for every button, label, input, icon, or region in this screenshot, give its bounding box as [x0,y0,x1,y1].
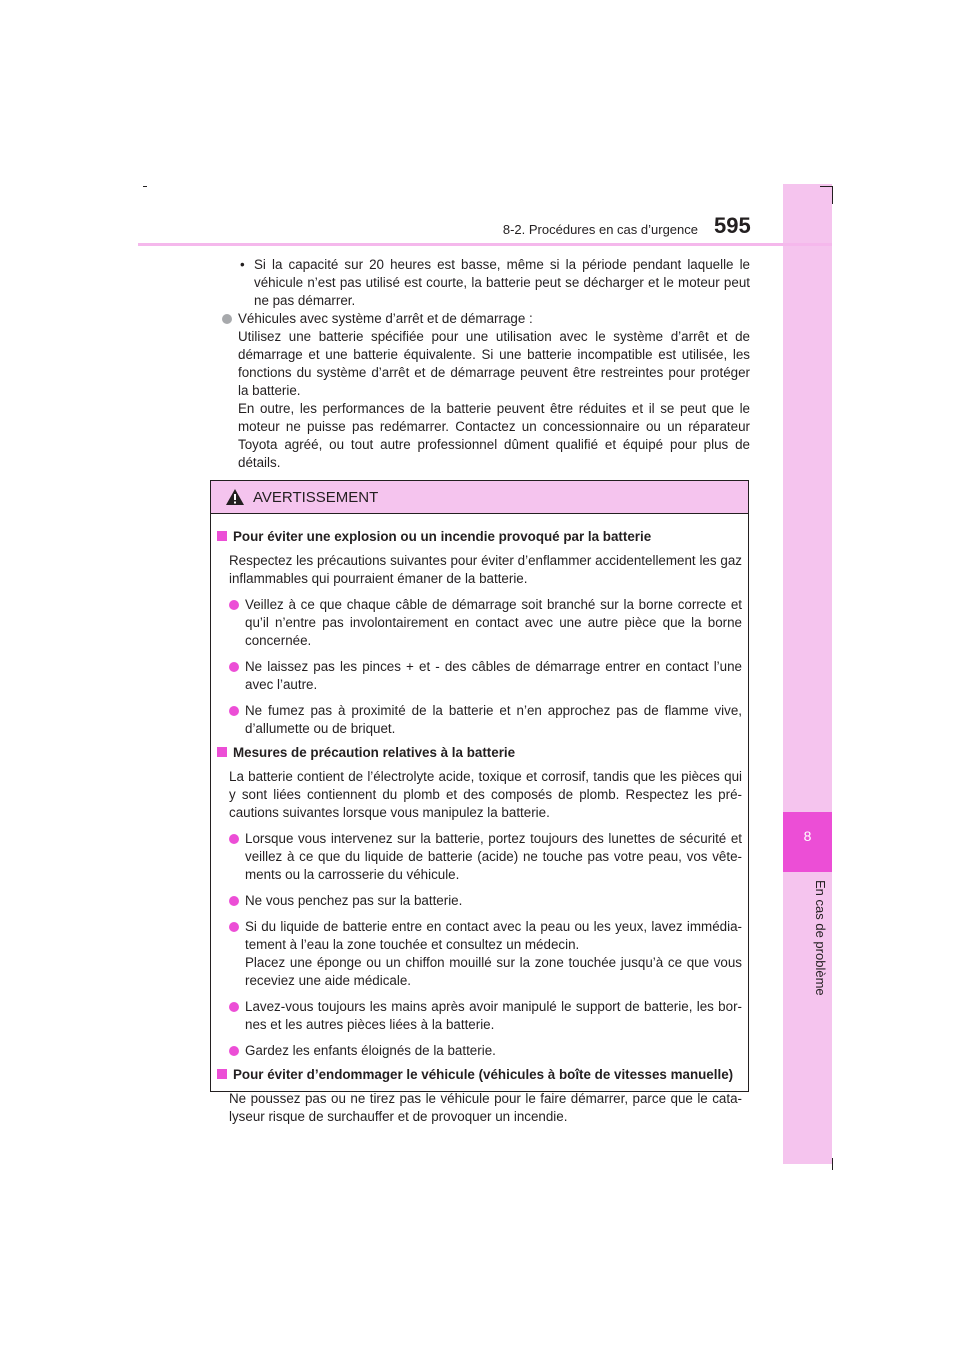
list-item-text: Veillez à ce que chaque câble de démarrage soit branché sur la borne correcte et qu’il n’entre pas involontairement en contact avec une autre pièce que la borne concernée. [245,597,742,648]
warning-body [211,514,748,1126]
bullet-circle-icon [229,662,239,672]
list-item-text: Ne vous penchez pas sur la batterie. [245,893,463,908]
section1-heading: Pour éviter une explosion ou un incendie provoqué par la batterie [233,529,652,544]
list-item [229,658,742,694]
list-item [229,892,742,910]
bullet-circle-icon [229,896,239,906]
bullet-dot: • [240,257,245,272]
intro-block [222,256,750,472]
warning-triangle-icon [225,488,245,506]
bullet-circle-icon [229,834,239,844]
section3-para: Ne poussez pas ou ne tirez pas le véhicule pour le faire démarrer, parce que le cata-lyseur risque de surchauffer et de provoquer un incendie. [229,1091,742,1124]
bullet-circle-icon [229,1046,239,1056]
bullet-circle-icon [229,600,239,610]
crop-mark [820,186,832,187]
page-number [714,213,751,239]
list-item-text: Ne fumez pas à proximité de la batterie et n’en approchez pas de flamme vive, d’allumette ou de briquet. [245,703,742,736]
list-item-extra: Placez une éponge ou un chiffon mouillé sur la zone touchée jusqu’à ce que vous receviez une aide médicale. [245,955,742,988]
bullet-circle-icon [222,314,232,324]
section2-heading: Mesures de précaution relatives à la batterie [233,745,516,760]
crop-mark [143,186,147,187]
section3-heading: Pour éviter d’endommager le véhicule (véhicules à boîte de vitesses manuelle) [233,1067,734,1082]
list-item-text: Si du liquide de batterie entre en contact avec la peau ou les yeux, lavez immédia-tement à l’eau la zone touchée et consultez un médecin. [245,919,742,952]
list-item [229,830,742,884]
list-item [229,596,742,650]
bullet-circle-icon [229,706,239,716]
square-bullet-icon [217,1069,227,1079]
square-bullet-icon [217,531,227,541]
bullet-circle-icon [229,1002,239,1012]
warning-section-heading [217,528,742,546]
header-rule [138,243,832,246]
section1-para: Respectez les précautions suivantes pour éviter d’enflammer accidentellement les gaz inflammables qui pourraient émaner de la batterie. [229,553,742,586]
section-header: 8-2. Procédures en cas d’urgence [502,222,698,237]
warning-box [210,480,749,1124]
list-item-text: Ne laissez pas les pinces + et - des câbles de démarrage entrer en contact l’une avec l’autre. [245,659,742,692]
warning-section-heading [217,1066,742,1084]
stop-start-item [222,310,750,472]
section2-para: La batterie contient de l’électrolyte acide, toxique et corrosif, tandis que les pièces qui y sont liées contiennent du plomb et des composés de plomb. Respectez les pré-cautions suivantes lorsque vous manipulez la batterie. [229,769,742,820]
chapter-title: En cas de problème [813,880,828,996]
bullet-wrap [222,310,238,472]
list-item [229,998,742,1034]
square-bullet-icon [217,747,227,757]
page-number-value: 595 [714,213,751,238]
crop-mark [832,1158,833,1170]
list-item [229,1042,742,1060]
chapter-number-box [783,812,832,872]
crop-mark [832,186,833,204]
warning-section-heading [217,744,742,762]
stop-start-para2: En outre, les performances de la batterie peuvent être réduites et il se peut que le moteur ne puisse pas redémarrer. Contactez un concessionnaire ou un réparateur Toyota agréé, ou tout autre professionnel dûment qualifié et équipé pour plus de détails. [238,401,750,470]
stop-start-heading: Véhicules avec système d’arrêt et de démarrage : [238,311,533,326]
list-item-content [245,918,742,990]
warning-header [211,481,748,514]
sub-bullet-item [240,256,750,310]
list-item-text: Lorsque vous intervenez sur la batterie, portez toujours des lunettes de sécurité et veillez à ce que du liquide de batterie (acide) ne touche pas votre peau, vos vête-ments ou la carrosserie du véhicule. [245,831,742,882]
chapter-number: 8 [803,828,812,844]
list-item [229,702,742,738]
list-item-text: Lavez-vous toujours les mains après avoir manipulé le support de batterie, les bor-nes et les autres pièces liées à la batterie. [245,999,742,1032]
list-item [229,918,742,990]
bullet-circle-icon [229,922,239,932]
stop-start-para1: Utilisez une batterie spécifiée pour une utilisation avec le système d’arrêt et de démarrage et une batterie équivalente. Si une batterie incompatible est utilisée, les fonctions du système d’arrêt et de démarrage peuvent être restreintes pour protéger la batterie. [238,329,750,398]
stop-start-content [238,310,750,472]
list-item-text: Gardez les enfants éloignés de la batterie. [245,1043,496,1058]
sub-bullet-text: Si la capacité sur 20 heures est basse, même si la période pendant laquelle le véhicule n’est pas utilisé est courte, la batterie peut se décharger et le moteur peut ne pas démarrer. [254,257,750,308]
warning-title: AVERTISSEMENT [253,488,379,506]
